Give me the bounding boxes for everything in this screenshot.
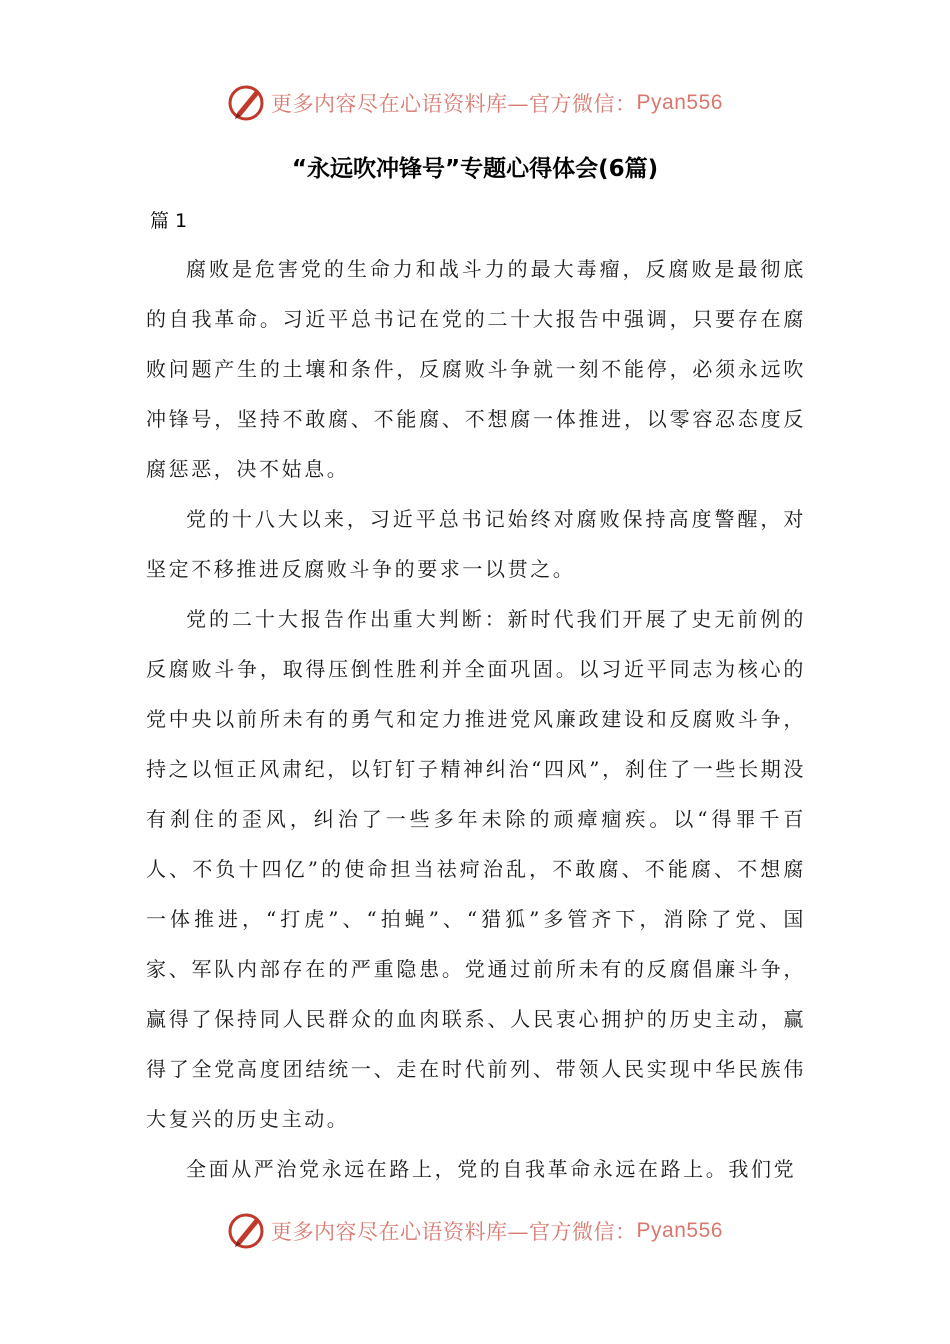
watermark-text: 更多内容尽在心语资料库—官方微信： (271, 1220, 637, 1244)
pen-logo-icon (227, 83, 267, 123)
watermark-banner-bottom (0, 1206, 950, 1256)
watermark-text: 更多内容尽在心语资料库—官方微信： (271, 92, 637, 116)
watermark-wechat-id: Pyan556 (636, 1219, 723, 1242)
watermark-banner-top (0, 78, 950, 128)
document-title: “永远吹冲锋号”专题心得体会(6篇) (291, 156, 659, 182)
paragraph-4: 全面从严治党永远在路上，党的自我革命永远在路上。我们党 (186, 1157, 797, 1181)
section-label: 篇 1 (150, 210, 188, 232)
paragraph-3: 党的二十大报告作出重大判断：新时代我们开展了史无前例的反腐败斗争，取得压倒性胜利并全面巩固。以习近平同志为核心的党中央以前所未有的勇气和定力推进党风廉政建设和反腐败斗争，持之以恒正风肃纪，以钉钉子精神纠治“四风”，刹住了一些长期没有刹住的歪风，纠治了一些多年未除的顽瘴痼疾。以“得罪千百人、不负十四亿”的使命担当祛疴治乱，不敢腐、不能腐、不想腐一体推进，“打虎”、“拍蝇”、“猎狐”多管齐下，消除了党、国家、军队内部存在的严重隐患。党通过前所未有的反腐倡廉斗争，赢得了保持同人民群众的血肉联系、人民衷心拥护的历史主动，赢得了全党高度团结统一、走在时代前列、带领人民实现中华民族伟大复兴的历史主动。 (146, 607, 806, 1131)
paragraph-2: 党的十八大以来，习近平总书记始终对腐败保持高度警醒，对坚定不移推进反腐败斗争的要求一以贯之。 (146, 507, 806, 581)
pen-logo-icon (227, 1211, 267, 1251)
watermark-wechat-id: Pyan556 (636, 91, 723, 114)
paragraph-1: 腐败是危害党的生命力和战斗力的最大毒瘤，反腐败是最彻底的自我革命。习近平总书记在党的二十大报告中强调，只要存在腐败问题产生的土壤和条件，反腐败斗争就一刻不能停，必须永远吹冲锋号，坚持不敢腐、不能腐、不想腐一体推进，以零容忍态度反腐惩恶，决不姑息。 (146, 257, 806, 481)
document-body (146, 244, 806, 1194)
